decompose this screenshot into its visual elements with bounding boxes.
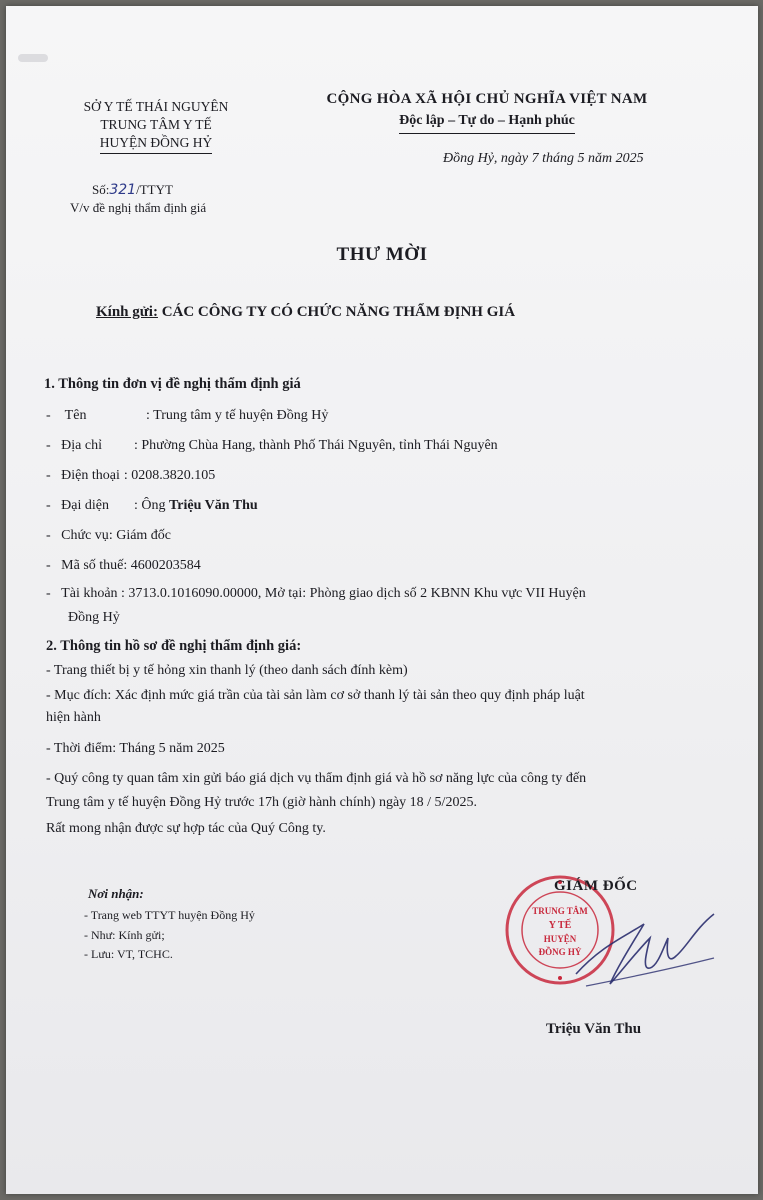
closing-line: Rất mong nhận được sự hợp tác của Quý Công ty. — [46, 821, 326, 836]
nation-name: CỘNG HÒA XÃ HỘI CHỦ NGHĨA VIỆT NAM — [326, 91, 648, 107]
info-row-account-cont: Đồng Hỷ — [68, 610, 120, 625]
info-row-address: - Địa chỉ : Phường Chùa Hang, thành Phố Thái Nguyên, tỉnh Thái Nguyên — [46, 438, 498, 453]
stamp-text-line: ĐỒNG HỶ — [538, 947, 582, 957]
receiver-item: - Lưu: VT, TCHC. — [84, 947, 173, 961]
document-date: Đồng Hỷ, ngày 7 tháng 5 năm 2025 — [443, 151, 644, 166]
info-row-representative: - Đại diện : Ông Triệu Văn Thu — [46, 498, 258, 513]
section-2-request-cont: Trung tâm y tế huyện Đồng Hỷ trước 17h (giờ hành chính) ngày 18 / 5/2025. — [46, 795, 477, 810]
org-line-1: SỞ Y TẾ THÁI NGUYÊN — [83, 99, 229, 114]
section-2-request: - Quý công ty quan tâm xin gửi báo giá dịch vụ thẩm định giá và hồ sơ năng lực của công ty đến — [46, 771, 587, 786]
info-row-account: - Tài khoản : 3713.0.1016090.00000, Mở tại: Phòng giao dịch số 2 KBNN Khu vực VII Huyện — [46, 586, 586, 601]
national-motto: Độc lập – Tự do – Hạnh phúc — [302, 110, 672, 134]
issuing-organization — [46, 98, 266, 154]
stamp-text-line: HUYỆN — [543, 934, 577, 944]
representative-name: Triệu Văn Thu — [169, 498, 258, 513]
info-row-tax-code: - Mã số thuế: 4600203584 — [46, 558, 201, 573]
punch-hole — [18, 54, 48, 62]
recipient-label: Kính gửi: — [96, 304, 158, 320]
section-2-equipment: - Trang thiết bị y tế hỏng xin thanh lý (theo danh sách đính kèm) — [46, 663, 408, 678]
section-2-heading: 2. Thông tin hồ sơ đề nghị thẩm định giá: — [46, 638, 302, 654]
document-title: THƯ MỜI — [336, 244, 428, 265]
handwritten-signature — [543, 886, 716, 1026]
section-2-time: - Thời điểm: Tháng 5 năm 2025 — [46, 741, 225, 756]
stamp-text-line: Y TẾ — [548, 920, 572, 931]
receiver-item: - Như: Kính gửi; — [84, 928, 165, 942]
signer-position: GIÁM ĐỐC — [554, 878, 638, 894]
receivers-title: Nơi nhận: — [88, 886, 144, 901]
document-page — [6, 6, 758, 1194]
info-row-phone: - Điện thoại : 0208.3820.105 — [46, 468, 216, 483]
org-line-3: HUYỆN ĐỒNG HỶ — [46, 134, 266, 154]
national-header — [302, 88, 672, 134]
org-line-2: TRUNG TÂM Y TẾ — [100, 117, 212, 132]
document-subject: V/v đề nghị thẩm định giá — [70, 200, 207, 215]
section-2-purpose: - Mục đích: Xác định mức giá trần của tài sản làm cơ sở thanh lý tài sản theo quy định pháp luật — [46, 688, 585, 703]
info-row-name: - Tên : Trung tâm y tế huyện Đồng Hỷ — [46, 408, 329, 423]
section-2-purpose-cont: hiện hành — [46, 710, 101, 725]
stamp-text-line: TRUNG TÂM — [532, 906, 588, 916]
signer-name: Triệu Văn Thu — [546, 1021, 642, 1037]
info-row-position: - Chức vụ: Giám đốc — [46, 528, 172, 543]
handwritten-number: 321 — [109, 182, 137, 198]
receiver-item: - Trang web TTYT huyện Đồng Hỷ — [84, 908, 255, 922]
section-1-heading: 1. Thông tin đơn vị đề nghị thẩm định giá — [44, 376, 301, 392]
recipient-value: CÁC CÔNG TY CÓ CHỨC NĂNG THẨM ĐỊNH GIÁ — [161, 304, 516, 320]
document-number: Số:321/TTYT — [92, 182, 173, 198]
recipient-line — [96, 304, 515, 321]
